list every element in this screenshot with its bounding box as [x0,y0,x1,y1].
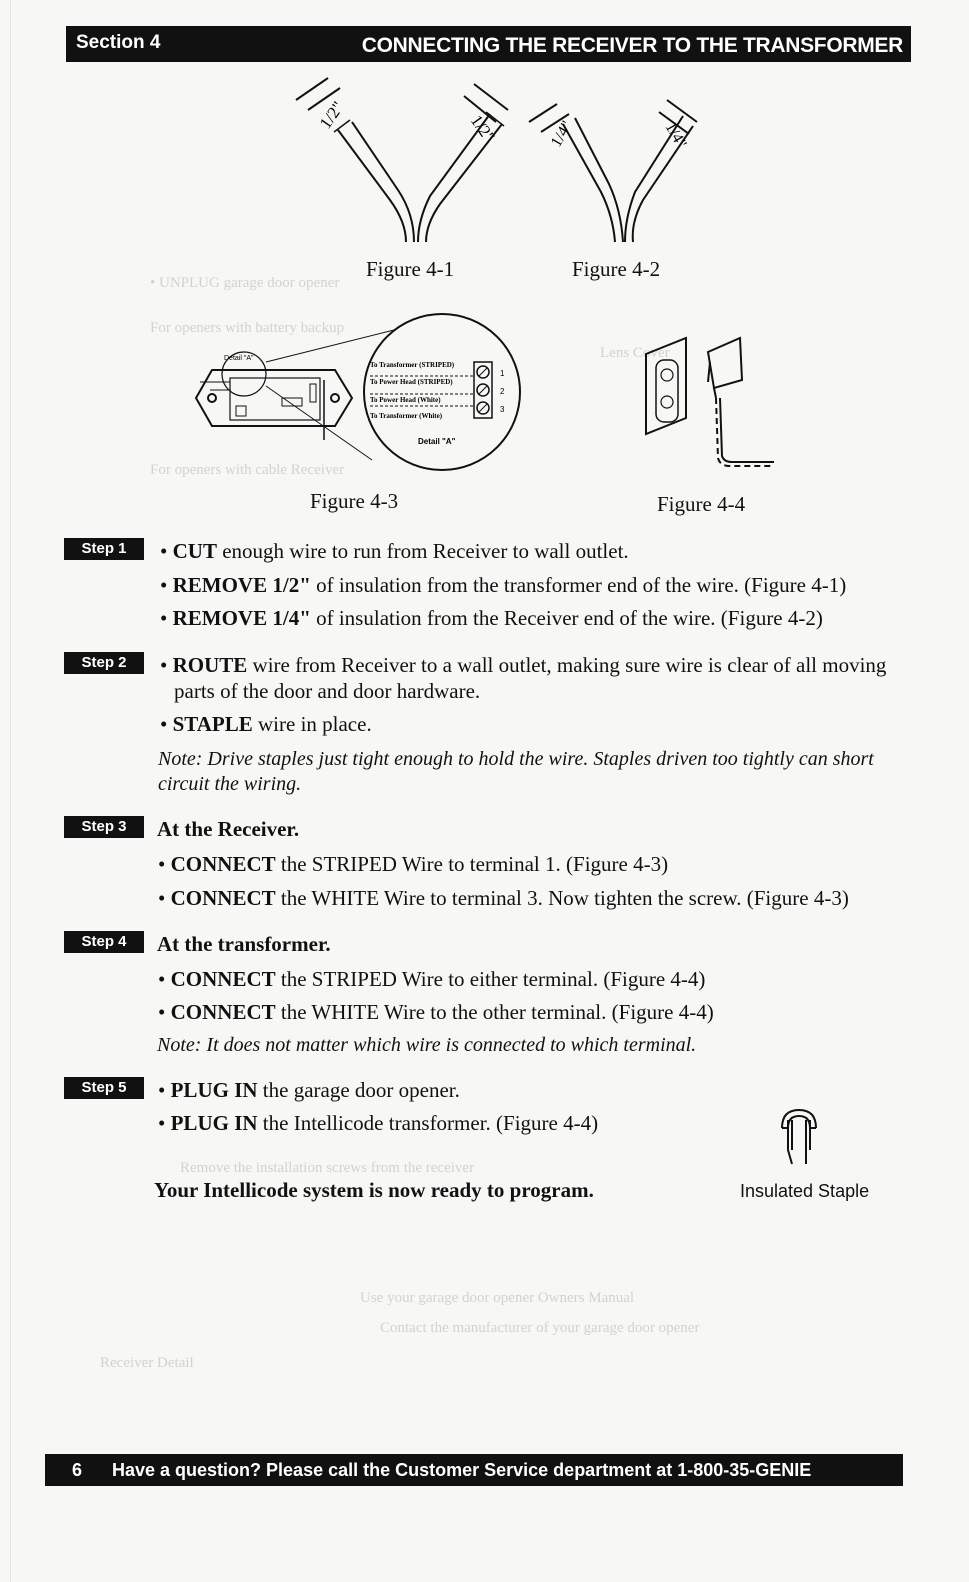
step-2-note: Note: Drive staples just tight enough to hold the wire. Staples driven too tightly can short [158,748,874,770]
instruction-text: the WHITE Wire to the other terminal. (Figure 4-4) [275,1000,714,1024]
figure-4-1-caption: Figure 4-1 [366,257,455,281]
instruction-text: the Intellicode transformer. (Figure 4-4) [257,1111,599,1135]
instruction-text: enough wire to run from Receiver to wall outlet. [216,539,629,563]
terminal-label: To Power Head (White) [370,396,441,404]
step-1-line [160,538,629,564]
page-number: 6 [72,1460,83,1480]
ghost-text: For openers with battery backup [150,320,345,336]
step-5-line [158,1110,598,1136]
terminal-label: To Transformer (White) [370,412,443,420]
closing-statement: Your Intellicode system is now ready to program. [154,1178,594,1202]
instruction-keyword: CONNECT [170,852,276,876]
step-4-line [158,966,705,992]
footer-bar [45,1454,903,1486]
step-2-line [174,678,480,704]
instruction-text: the STRIPED Wire to either terminal. (Figure 4-4) [275,967,706,991]
bullet: • [158,1078,166,1102]
instruction-keyword: PLUG IN [170,1078,258,1102]
step-5-line [158,1077,460,1103]
bullet: • [158,967,166,991]
instruction-keyword: REMOVE 1/4" [172,606,311,630]
dimension-label: 1/2" [315,97,348,133]
insulated-staple-illustration [776,1106,822,1168]
instruction-keyword: CONNECT [170,967,276,991]
instruction-text: of insulation from the transformer end of the wire. (Figure 4-1) [310,573,847,597]
instruction-text: parts of the door and door hardware. [174,679,481,703]
step-5-badge: Step 5 [64,1077,144,1099]
step-2-badge: Step 2 [64,652,144,674]
instruction-text: the WHITE Wire to terminal 3. Now tighten the screw. (Figure 4-3) [275,886,849,910]
figure-4-4-caption: Figure 4-4 [657,492,746,516]
step-1-line [160,605,823,631]
ghost-text: Lens Cover [600,345,670,361]
step-4-note: Note: It does not matter which wire is connected to which terminal. [157,1034,697,1056]
instruction-keyword: ROUTE [172,653,248,677]
instruction-keyword: STAPLE [172,712,253,736]
detail-a-label: Detail "A" [418,437,456,446]
step-3-line [158,885,849,911]
instruction-text: the garage door opener. [257,1078,460,1102]
ghost-text: For openers with cable Receiver [150,462,345,478]
bullet: • [158,1000,166,1024]
bullet: • [160,539,168,563]
instruction-text: wire in place. [252,712,372,736]
terminal-number: 3 [500,405,505,414]
ghost-text: Remove the installation screws from the receiver [180,1160,475,1176]
step-2-note: circuit the wiring. [158,773,302,795]
instruction-keyword: CONNECT [170,1000,276,1024]
bullet: • [160,653,168,677]
bullet: • [158,886,166,910]
step-1-line [160,572,846,598]
step-3-heading: At the Receiver. [157,817,300,841]
bullet: • [158,852,166,876]
figure-4-3-receiver-diagram [190,310,530,490]
instruction-keyword: REMOVE 1/2" [172,573,311,597]
step-4-badge: Step 4 [64,931,144,953]
figure-4-2-caption: Figure 4-2 [572,257,661,281]
ghost-text: Use your garage door opener Owners Manual [360,1290,635,1306]
customer-service-text: Have a question? Please call the Customer Service department at 1-800-35-GENIE [112,1460,812,1480]
instruction-keyword: CONNECT [170,886,276,910]
instruction-text: wire from Receiver to a wall outlet, making sure wire is clear of all moving [247,653,887,677]
terminal-label: To Transformer (STRIPED) [370,361,455,369]
step-3-line [158,851,668,877]
figure-4-1-wire-diagram [290,72,530,244]
section-title: CONNECTING THE RECEIVER TO THE TRANSFORMER [361,34,903,57]
step-2-line [160,652,886,678]
bullet: • [160,573,168,597]
terminal-label: To Power Head (STRIPED) [370,378,453,386]
figure-4-2-wire-diagram [525,92,715,244]
ghost-text: Contact the manufacturer of your garage door opener [380,1320,700,1336]
figure-4-4-outlet-transformer [640,330,780,470]
bullet: • [160,712,168,736]
ghost-text: • UNPLUG garage door opener [150,275,340,291]
bullet: • [158,1111,166,1135]
terminal-number: 2 [500,387,505,396]
insulated-staple-label: Insulated Staple [740,1181,870,1201]
step-2-line [160,711,372,737]
instruction-keyword: PLUG IN [170,1111,258,1135]
step-4-line [158,999,714,1025]
instruction-text: of insulation from the Receiver end of the wire. (Figure 4-2) [310,606,823,630]
step-4-heading: At the transformer. [157,932,331,956]
dimension-label: 1/4" [547,118,576,150]
terminal-number: 1 [500,369,505,378]
step-3-badge: Step 3 [64,816,144,838]
instruction-keyword: CUT [172,539,217,563]
step-1-badge: Step 1 [64,538,144,560]
instruction-text: the STRIPED Wire to terminal 1. (Figure 4-3) [275,852,669,876]
section-header [66,26,911,62]
page-edge [10,0,11,1582]
dimension-label: 1/2" [466,111,499,146]
detail-callout-label: Detail "A" [224,355,254,362]
bullet: • [160,606,168,630]
dimension-label: 1/4" [661,119,690,152]
section-number: Section 4 [76,32,161,53]
figure-4-3-caption: Figure 4-3 [310,489,399,513]
ghost-text: Receiver Detail [100,1355,194,1371]
